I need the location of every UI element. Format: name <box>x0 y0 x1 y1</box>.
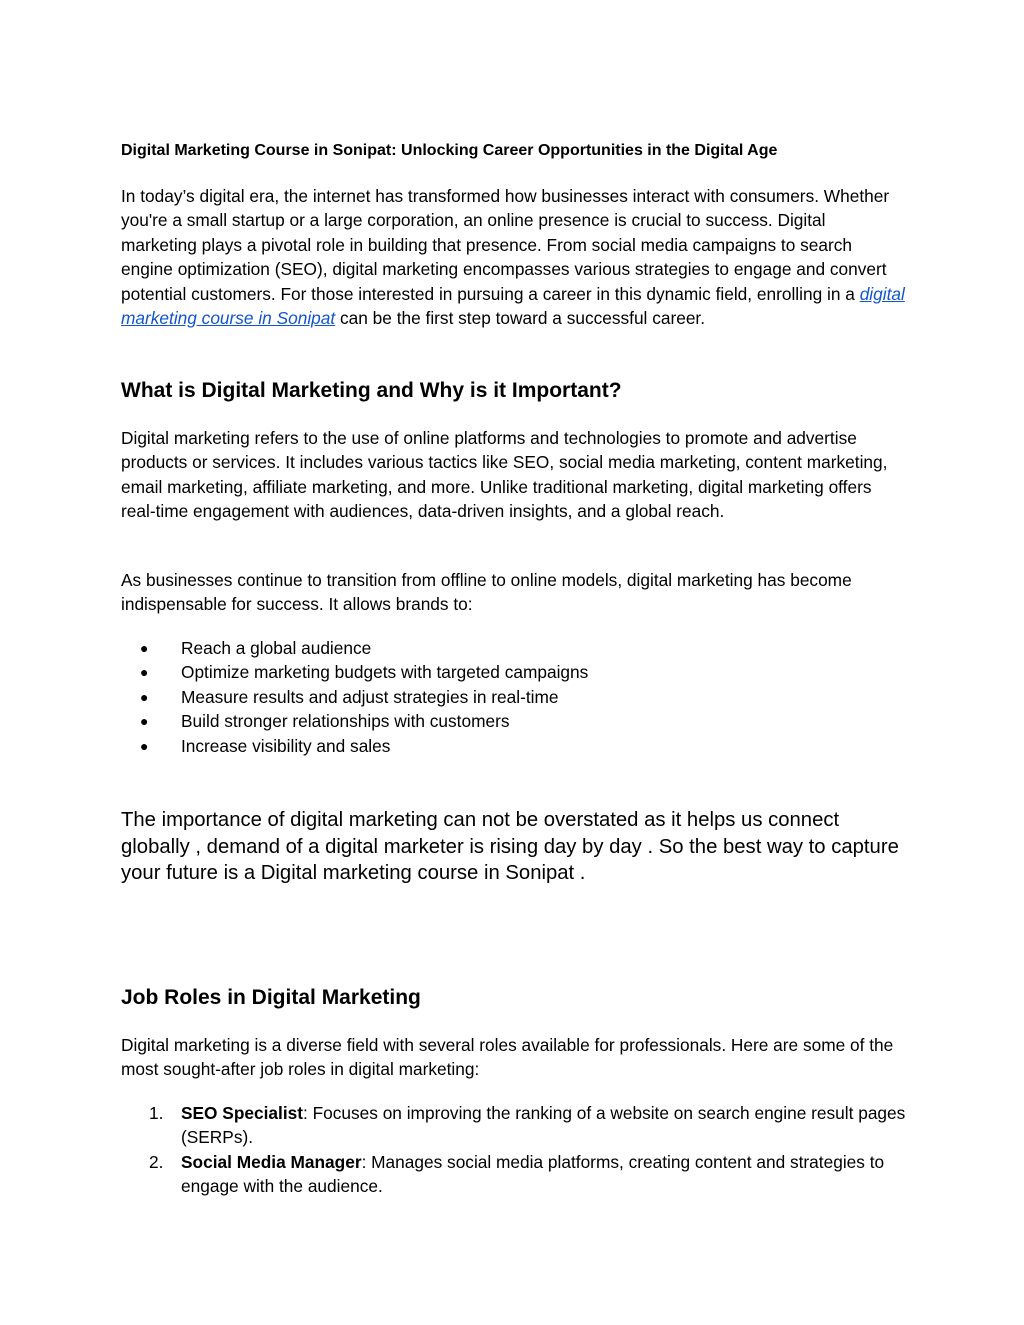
list-item <box>121 1101 906 1150</box>
list-item <box>121 660 906 684</box>
job-roles-intro: Digital marketing is a diverse field with several roles available for professionals. Here are some of the most sought-after job roles in digital marketing: <box>121 1035 894 1080</box>
bullet-icon: ● <box>140 640 149 656</box>
intro-text-before-link: In today’s digital era, the internet has transformed how businesses interact with consumers. Whether you're a small startup or a large corporation, an online presence is crucial to success. Digital marketing plays a pivotal role in building that presence. From social media campaigns to search engine optimization (SEO), digital marketing encompasses various strategies to engage and convert potential customers. For those interested in pursuing a career in this dynamic field, enrolling in a <box>121 186 890 304</box>
list-item-text: Reach a global audience <box>181 638 372 658</box>
role-term: Social Media Manager <box>181 1151 362 1172</box>
transition-paragraph: As businesses continue to transition from offline to online models, digital marketing has become indispensable for success. It allows brands to: <box>121 570 852 615</box>
definition-paragraph: Digital marketing refers to the use of online platforms and technologies to promote and advertise products or services. It includes various tactics like SEO, social media marketing, content marketing, email marketing, affiliate marketing, and more. Unlike traditional marketing, digital marketing offers real-time engagement with audiences, data-driven insights, and a global reach. <box>121 428 888 522</box>
job-roles-list <box>121 1101 906 1199</box>
list-item-text: Optimize marketing budgets with targeted campaigns <box>181 662 589 683</box>
list-item <box>121 636 906 660</box>
document-title: Digital Marketing Course in Sonipat: Unlocking Career Opportunities in the Digital Age <box>121 142 778 159</box>
bullet-icon: ● <box>140 664 149 681</box>
list-item-text: Increase visibility and sales <box>181 735 391 756</box>
list-item-text: Measure results and adjust strategies in real-time <box>181 686 559 707</box>
course-link[interactable]: digital marketing course in Sonipat <box>121 283 905 329</box>
list-item <box>121 734 906 758</box>
bullet-icon: ● <box>140 713 149 730</box>
bullet-icon: ● <box>140 688 149 705</box>
role-description: : Manages social media platforms, creating content and strategies to engage with the audience. <box>181 1151 885 1197</box>
list-number: 1. <box>149 1103 164 1123</box>
list-item <box>121 1150 906 1199</box>
section-heading-importance: What is Digital Marketing and Why is it Important? <box>121 379 622 402</box>
list-number: 2. <box>149 1151 164 1172</box>
list-item-text: Build stronger relationships with customers <box>181 711 510 732</box>
list-item <box>121 685 906 709</box>
bullet-icon: ● <box>140 737 149 754</box>
role-description: : Focuses on improving the ranking of a website on search engine result pages (SERPs). <box>181 1103 906 1148</box>
role-term: SEO Specialist <box>181 1103 303 1123</box>
section-heading-job-roles: Job Roles in Digital Marketing <box>121 986 421 1009</box>
intro-paragraph <box>121 184 906 330</box>
intro-text-after-link: can be the first step toward a successful career. <box>335 308 706 329</box>
benefits-list <box>121 636 906 758</box>
closing-statement: The importance of digital marketing can not be overstated as it helps us connect globally , demand of a digital marketer is rising day by day . So the best way to capture your future is a Digital marketing course in Sonipat . <box>121 809 899 885</box>
list-item <box>121 709 906 733</box>
